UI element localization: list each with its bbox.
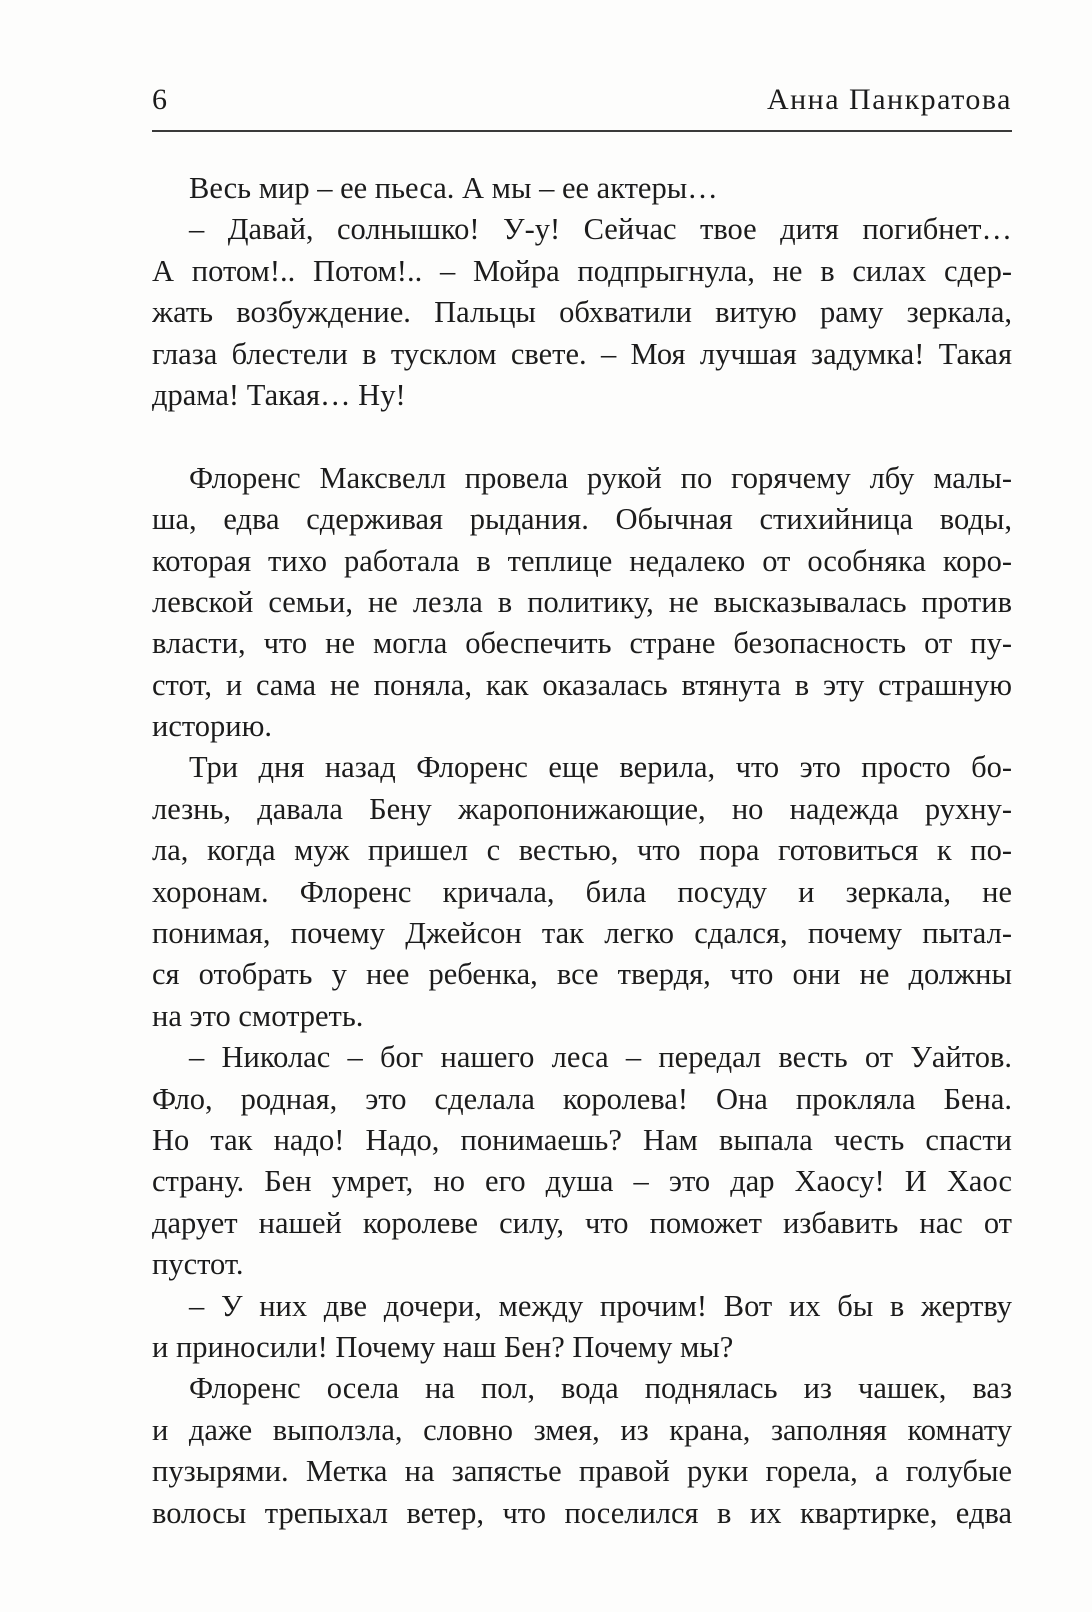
author-name: Анна Панкратова: [766, 83, 1012, 116]
text-line: понимая, почему Джейсон так легко сдался, почему пытал-: [152, 916, 1012, 951]
text-line: ла, когда муж пришел с вестью, что пора готовиться к по-: [152, 833, 1012, 868]
text-line: волосы трепыхал ветер, что поселился в их квартирке, едва: [152, 1495, 1012, 1530]
text-line: страну. Бен умрет, но его душа – это дар Хаосу! И Хаос: [152, 1164, 1012, 1199]
text-line: Фло, родная, это сделала королева! Она прокляла Бена.: [152, 1081, 1012, 1116]
text-line: глаза блестели в тусклом свете. – Моя лучшая задумка! Такая: [152, 336, 1012, 371]
body-text: [152, 168, 1012, 1534]
text-line: – У них две дочери, между прочим! Вот их бы в жертву: [189, 1288, 1012, 1323]
text-line: Флоренс осела на пол, вода поднялась из чашек, ваз: [189, 1371, 1012, 1406]
paragraph-gap: [152, 416, 1012, 457]
text-line: ся отобрать у нее ребенка, все твердя, что они не должны: [152, 957, 1012, 992]
text-line: хоронам. Флоренс кричала, била посуду и зеркала, не: [152, 874, 1012, 909]
text-line: – Николас – бог нашего леса – передал весть от Уайтов.: [189, 1040, 1012, 1075]
running-head: [152, 78, 1012, 122]
text-line: и даже выползла, словно змея, из крана, заполняя комнату: [152, 1412, 1012, 1447]
text-line: историю.: [152, 709, 273, 744]
text-line: на это смотреть.: [152, 998, 364, 1033]
text-line: пузырями. Метка на запястье правой руки горела, а голубые: [152, 1454, 1012, 1489]
text-line: Весь мир – ее пьеса. А мы – ее актеры…: [189, 171, 718, 205]
text-line: которая тихо работала в теплице недалеко от особняка коро-: [152, 543, 1012, 578]
text-line: левской семьи, не лезла в политику, не высказывалась против: [152, 584, 1012, 619]
text-line: драма! Такая… Ну!: [152, 377, 406, 412]
text-line: дарует нашей королеве силу, что поможет избавить нас от: [152, 1205, 1012, 1240]
text-line: ша, едва сдерживая рыдания. Обычная стихийница воды,: [152, 502, 1012, 537]
text-line: Флоренс Максвелл провела рукой по горячему лбу малы-: [189, 460, 1012, 495]
text-line: лезнь, давала Бену жаропонижающие, но надежда рухну-: [152, 791, 1012, 826]
text-line: А потом!.. Потом!.. – Мойра подпрыгнула, не в силах сдер-: [152, 253, 1012, 288]
text-line: и приносили! Почему наш Бен? Почему мы?: [152, 1329, 734, 1364]
text-line: Три дня назад Флоренс еще верила, что это просто бо-: [189, 750, 1012, 785]
page-number: 6: [152, 83, 167, 116]
text-line: пустот.: [152, 1247, 244, 1282]
header-rule: [152, 130, 1012, 132]
text-line: стот, и сама не поняла, как оказалась втянута в эту страшную: [152, 667, 1012, 702]
text-line: жать возбуждение. Пальцы обхватили витую раму зеркала,: [152, 295, 1012, 330]
text-line: власти, что не могла обеспечить стране безопасность от пу-: [152, 626, 1012, 661]
text-line: – Давай, солнышко! У-у! Сейчас твое дитя погибнет…: [189, 212, 1012, 247]
text-line: Но так надо! Надо, понимаешь? Нам выпала честь спасти: [152, 1122, 1012, 1157]
